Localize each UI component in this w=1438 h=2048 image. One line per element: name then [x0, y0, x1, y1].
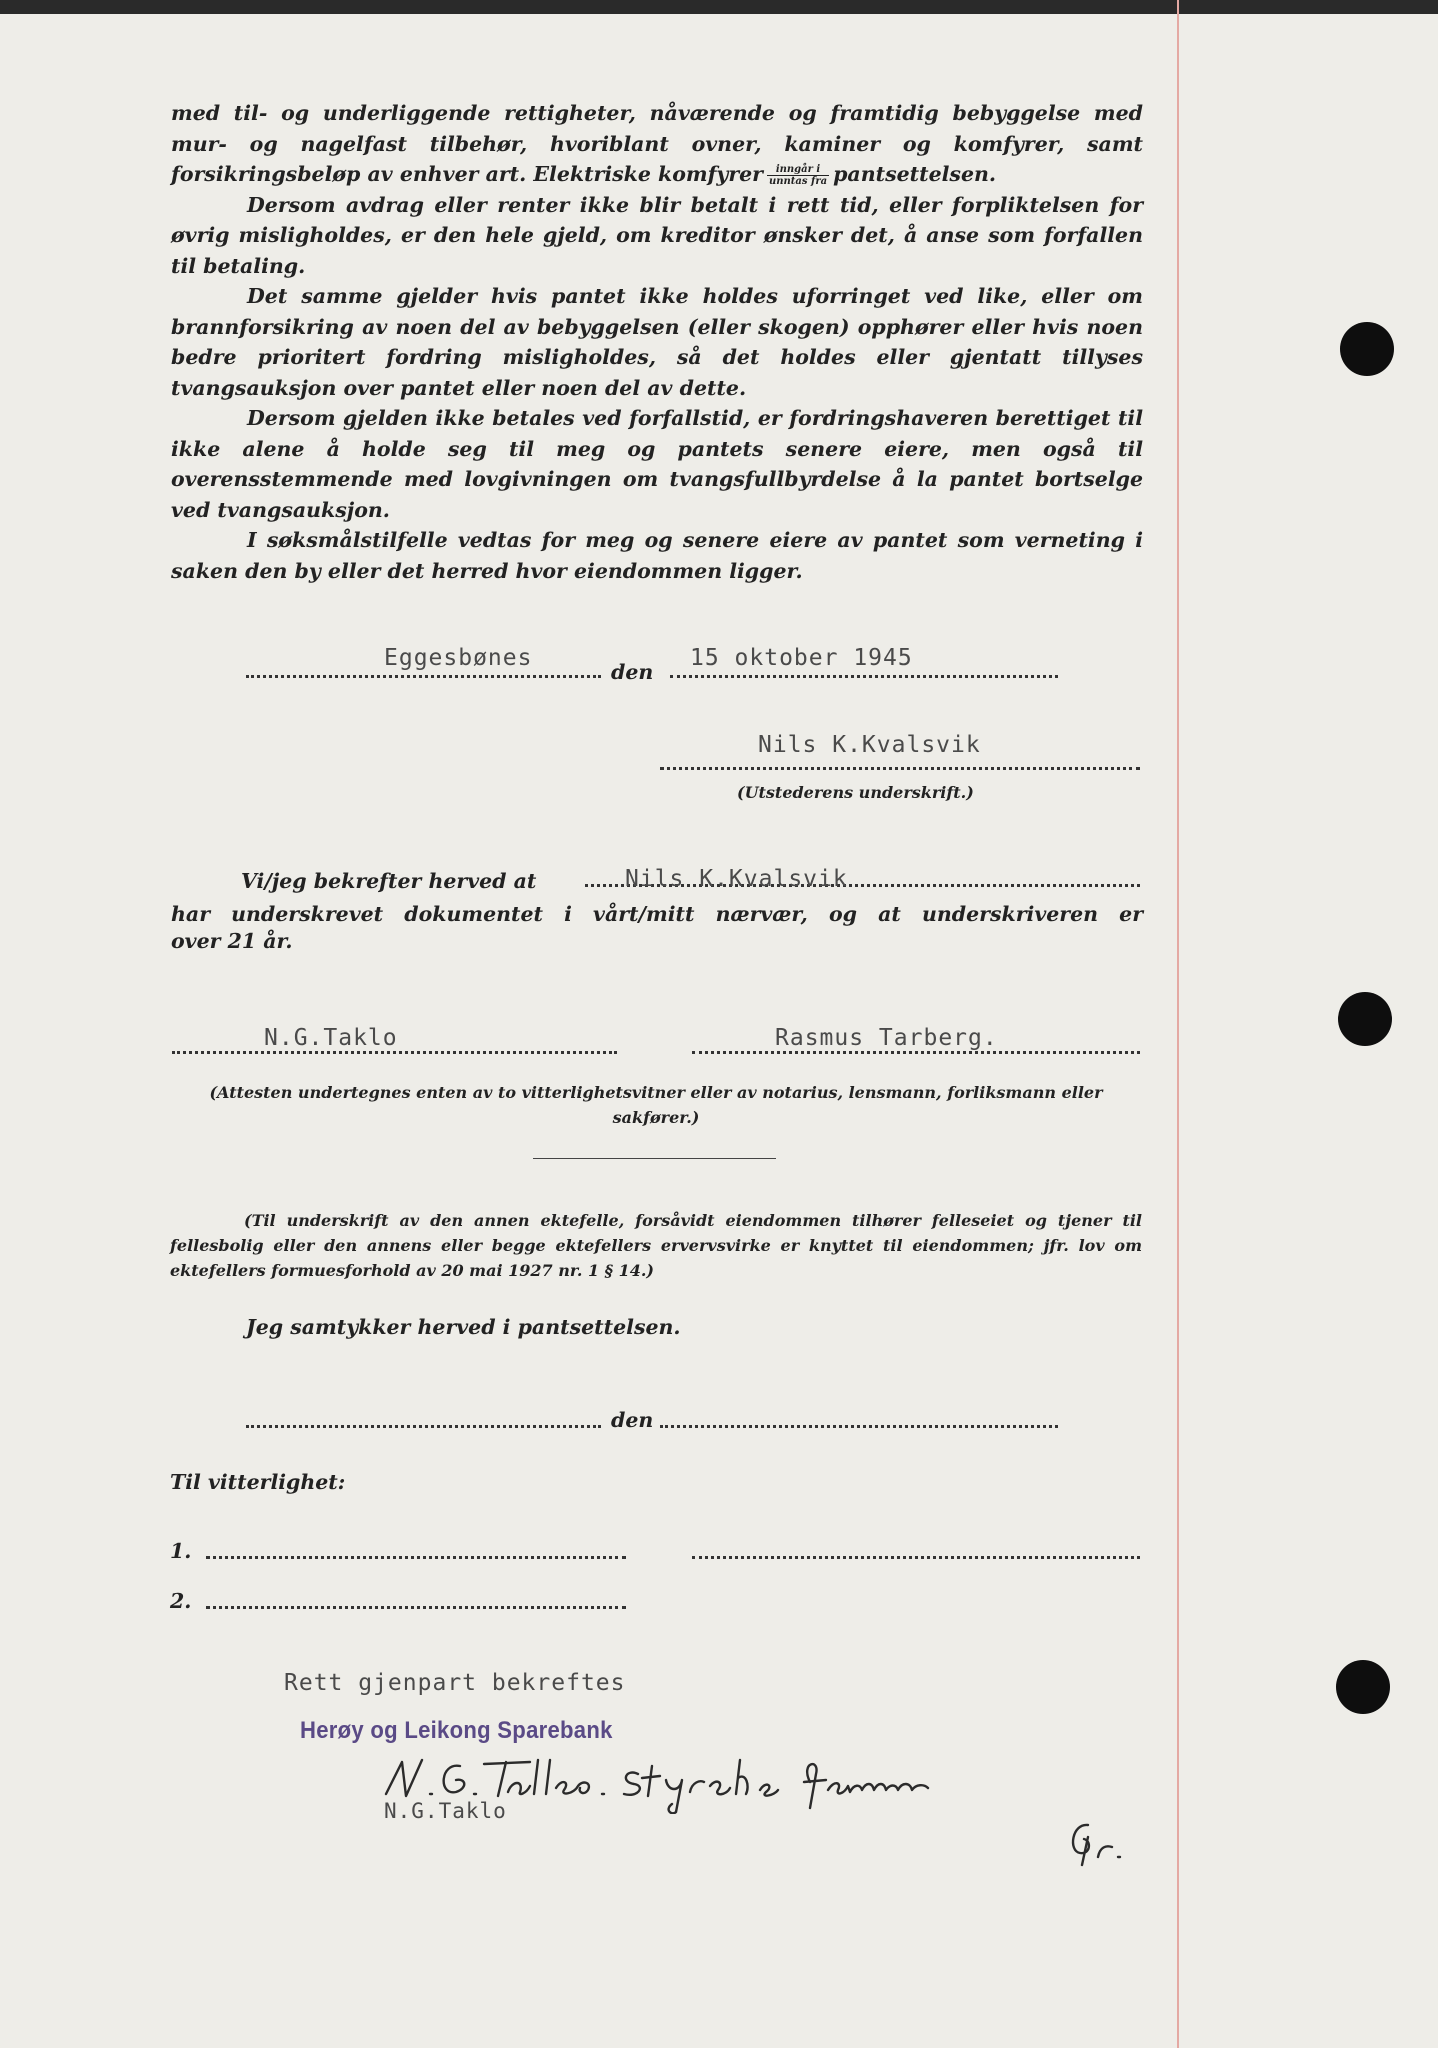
witness-2-name: Rasmus Tarberg.	[775, 1025, 998, 1051]
paragraph-4: Dersom gjelden ikke betales ved forfallstid, er fordringshaveren berettiget til ikke alene å holde seg til meg og pantets senere eiere, men også til overensstemmende med lovgivningen om tvangsfullbyrdelse å la pantet bortselge ved tvangsauksjon.	[171, 406, 1143, 522]
attestation-typed-name: Nils K.Kvalsvik	[625, 866, 848, 892]
bank-stamp: Herøy og Leikong Sparebank	[300, 1717, 613, 1744]
attestation-note: (Attesten undertegnes enten av to vitterlighetsvitner eller av notarius, lensmann, forliksmann eller sakfører.)	[209, 1083, 1103, 1127]
spouse-note: (Til underskrift av den annen ektefelle, forsåvidt eiendommen tilhører felleseiet og tjener til fellesbolig eller den annens eller begge ektefellers ervervsvirke er knyttet til eiendommen; jfr. lov om ektefellers formuesforhold av 20 mai 1927 nr. 1 § 14.)	[170, 1211, 1142, 1280]
paragraph-1-text: med til- og underliggende rettigheter, nåværende og framtidig bebyggelse med mur- og nagelfast tilbehør, hvoriblant ovner, kaminer og komfyrer, samt forsikringsbeløp av enhver art. Elektriske komfyrer	[171, 101, 1143, 186]
spouse-consent: Jeg samtykker herved i pantsettelsen.	[246, 1315, 681, 1339]
punch-hole	[1336, 1660, 1390, 1714]
spouse-witness-2-line	[206, 1606, 626, 1609]
witness-heading: Til vitterlighet:	[170, 1470, 346, 1494]
copy-certification-text: Rett gjenpart bekreftes	[284, 1670, 626, 1696]
option-inngar: inngår i	[767, 164, 829, 176]
spouse-witness-1-number: 1.	[170, 1539, 192, 1563]
option-unntas: unntas fra	[769, 176, 828, 187]
separator-rule	[533, 1158, 776, 1159]
scan-top-edge	[0, 0, 1438, 14]
body-text	[171, 98, 1143, 586]
attestation-line-1: Vi/jeg bekrefter herved at	[241, 869, 537, 893]
option-fraction	[767, 164, 829, 187]
spouse-witness-1-line	[206, 1556, 626, 1559]
paragraph-1	[171, 98, 1143, 190]
issuer-typed-name: Nils K.Kvalsvik	[758, 732, 981, 758]
attestation-line-2: har underskrevet dokumentet i vårt/mitt nærvær, og at underskriveren er	[171, 902, 1143, 926]
den-label: den	[611, 660, 654, 684]
margin-line	[1177, 0, 1179, 2048]
paragraph-1-end: pantsettelsen.	[833, 162, 997, 186]
witness-1-name: N.G.Taklo	[264, 1025, 398, 1051]
place-typed: Eggesbønes	[384, 645, 533, 671]
witness-2-line	[692, 1051, 1140, 1054]
paragraph-3: Det samme gjelder hvis pantet ikke holdes uforringet ved like, eller om brannforsikring av noen del av bebyggelsen (eller skogen) opphører eller hvis noen bedre prioritert fordring misligholdes, så det holdes eller gjentatt tillyses tvangsauksjon over pantet eller noen del av dette.	[171, 284, 1143, 400]
date-dotted-line	[670, 675, 1058, 678]
initials-mark	[1062, 1817, 1132, 1867]
witness-1-line	[172, 1051, 617, 1054]
issuer-caption: (Utstederens underskrift.)	[737, 783, 974, 802]
attestation-line-3: over 21 år.	[171, 929, 293, 953]
punch-hole	[1338, 992, 1392, 1046]
place-dotted-line	[246, 675, 601, 678]
punch-hole	[1340, 322, 1394, 376]
paragraph-2: Dersom avdrag eller renter ikke blir betalt i rett tid, eller forpliktelsen for øvrig misligholdes, er den hele gjeld, om kreditor ønsker det, å anse som forfallen til betaling.	[171, 192, 1143, 278]
paragraph-5: I søksmålstilfelle vedtas for meg og senere eiere av pantet som verneting i saken den by eller det herred hvor eiendommen ligger.	[171, 528, 1143, 583]
spouse-den-label: den	[611, 1408, 654, 1432]
date-typed: 15 oktober 1945	[690, 645, 913, 671]
issuer-signature-line	[660, 767, 1140, 770]
copy-certifier-typed-name: N.G.Taklo	[384, 1799, 507, 1823]
spouse-date-line	[660, 1425, 1058, 1428]
spouse-witness-1b-line	[692, 1556, 1140, 1559]
spouse-place-line	[246, 1425, 601, 1428]
spouse-witness-2-number: 2.	[170, 1589, 192, 1613]
